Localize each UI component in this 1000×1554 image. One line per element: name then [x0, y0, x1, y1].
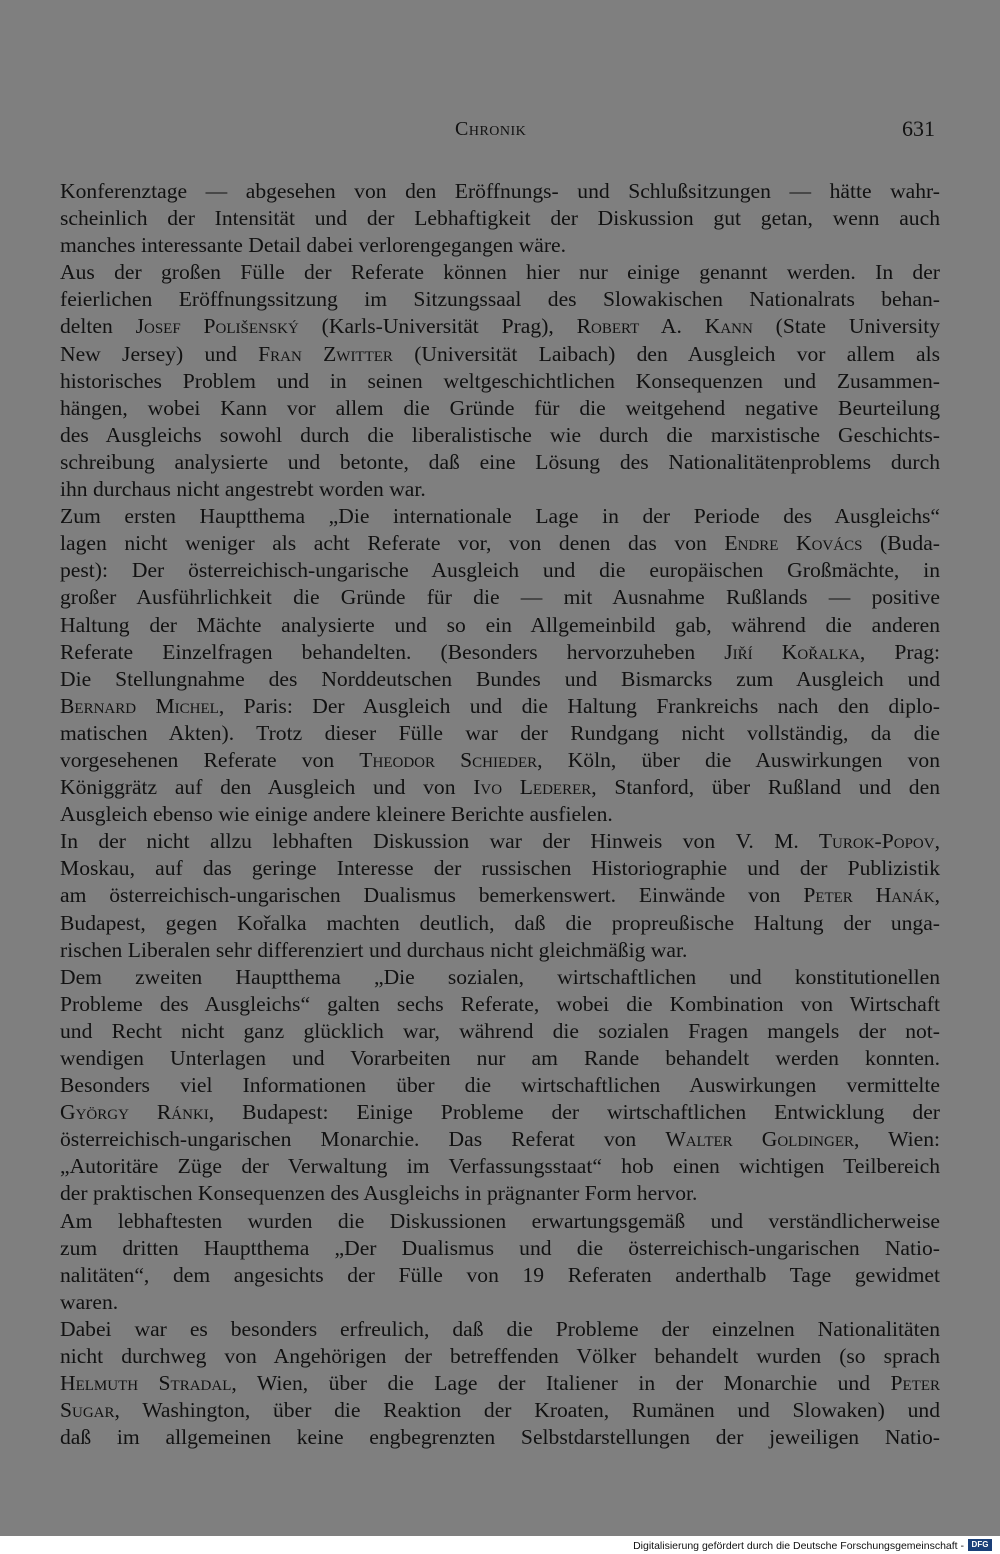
text-line	[60, 1370, 940, 1397]
text-line	[60, 720, 940, 747]
text-segment: scheinlich der Intensität und der Lebhaftigkeit der Diskussion gut getan, wenn auch	[60, 206, 940, 231]
text-line	[60, 774, 940, 801]
text-line	[60, 259, 940, 286]
text-segment: manches interessante Detail dabei verlorengegangen wäre.	[60, 233, 567, 258]
person-name: Fran Zwitter	[258, 341, 393, 366]
text-segment: (Buda-	[862, 531, 940, 556]
text-line	[60, 449, 940, 476]
person-name: Jiří Kořalka	[724, 639, 860, 664]
text-segment: Referate Einzelfragen behandelten. (Besonders hervorzuheben	[60, 639, 725, 664]
dfg-logo: DFG	[968, 1539, 992, 1551]
text-segment: ihn durchaus nicht angestrebt worden war.	[60, 477, 426, 502]
text-segment: „Autoritäre Züge der Verwaltung im Verfassungsstaat“ hob einen wichtigen Teilbereich	[60, 1154, 940, 1179]
text-line	[60, 395, 940, 422]
text-line	[60, 1180, 940, 1207]
text-line	[60, 313, 940, 340]
text-segment: Ausgleich ebenso wie einige andere kleinere Berichte ausfielen.	[60, 802, 613, 827]
text-line	[60, 341, 940, 368]
text-line	[60, 476, 940, 503]
text-line	[60, 1208, 940, 1235]
text-segment: , Paris: Der Ausgleich und die Haltung Frankreichs nach den diplo-	[218, 693, 940, 718]
text-segment: lagen nicht weniger als acht Referate vor, von denen das von	[60, 531, 725, 556]
person-name: Sugar	[60, 1398, 115, 1423]
text-line	[60, 1018, 940, 1045]
person-name: Endre Kovács	[724, 531, 863, 556]
text-line	[60, 530, 940, 557]
text-segment: matischen Akten). Trotz dieser Fülle war der Rundgang nicht vollständig, da die	[60, 720, 940, 745]
text-line	[60, 422, 940, 449]
person-name: Theodor Schieder	[359, 747, 538, 772]
text-segment: historisches Problem und in seinen weltgeschichtlichen Konsequenzen und Zusammen-	[60, 368, 940, 393]
text-line	[60, 855, 940, 882]
person-name: Ivo Lederer	[473, 775, 592, 800]
text-segment: am österreichisch-ungarischen Dualismus bemerkenswert. Einwände von	[60, 883, 804, 908]
text-line	[60, 910, 940, 937]
person-name: Helmuth Stradal	[60, 1371, 232, 1396]
text-segment: nalitäten“, dem angesichts der Fülle von 19 Referaten anderthalb Tage gewidmet	[60, 1262, 940, 1287]
text-segment: daß im allgemeinen keine engbegrenzten Selbstdarstellungen der jeweiligen Natio-	[60, 1425, 940, 1450]
text-line	[60, 1397, 940, 1424]
text-segment: (Karls-Universität Prag),	[298, 314, 577, 339]
text-line	[60, 693, 940, 720]
text-line	[60, 828, 940, 855]
text-line	[60, 882, 940, 909]
running-head: Chronik	[455, 118, 527, 140]
text-segment: großer Ausführlichkeit die Gründe für die — mit Ausnahme Rußlands — positive	[60, 585, 940, 610]
text-line	[60, 1153, 940, 1180]
text-segment: Dem zweiten Hauptthema „Die sozialen, wirtschaftlichen und konstitutionellen	[60, 964, 940, 989]
text-segment: , Köln, über die Auswirkungen von	[537, 747, 941, 772]
text-segment: rischen Liberalen sehr differenziert und durchaus nicht gleichmäßig war.	[60, 937, 688, 962]
text-segment: hängen, wobei Kann vor allem die Gründe für die weitgehend negative Beurteilung	[60, 395, 940, 420]
person-name: Peter	[890, 1371, 940, 1396]
text-segment: zum dritten Hauptthema „Der Dualismus und die österreichisch-ungarischen Natio-	[60, 1235, 940, 1260]
text-line	[60, 1235, 940, 1262]
text-line	[60, 639, 940, 666]
person-name: Walter Goldinger	[665, 1127, 854, 1152]
text-segment: Budapest, gegen Kořalka machten deutlich, daß die propreußische Haltung der unga-	[60, 910, 940, 935]
text-line	[60, 557, 940, 584]
person-name: Bernard Michel	[60, 693, 219, 718]
text-line	[60, 991, 940, 1018]
text-segment: , Wien:	[854, 1127, 940, 1152]
page-number: 631	[902, 116, 935, 141]
text-segment: Aus der großen Fülle der Referate können hier nur einige genannt werden. In der	[60, 260, 940, 285]
text-line	[60, 178, 940, 205]
text-segment: schreibung analysierte und betonte, daß eine Lösung des Nationalitätenproblems durch	[60, 449, 940, 474]
text-segment: , Prag:	[859, 639, 940, 664]
text-segment: In der nicht allzu lebhaften Diskussion war der Hinweis von	[60, 829, 736, 854]
text-segment: , Budapest: Einige Probleme der wirtschaftlichen Entwicklung der	[208, 1100, 940, 1125]
person-name: Robert A. Kann	[576, 314, 753, 339]
text-line	[60, 1072, 940, 1099]
text-segment: der praktischen Konsequenzen des Ausgleichs in prägnanter Form hervor.	[60, 1181, 698, 1206]
text-line	[60, 584, 940, 611]
text-segment: des Ausgleichs sowohl durch die liberalistische wie durch die marxistische Geschichts-	[60, 422, 940, 447]
text-segment: Dabei war es besonders erfreulich, daß die Probleme der einzelnen Nationalitäten	[60, 1316, 940, 1341]
text-segment: Konferenztage — abgesehen von den Eröffnungs- und Schlußsitzungen — hätte wahr-	[60, 179, 940, 203]
text-line	[60, 801, 940, 828]
text-segment: und Recht nicht ganz glücklich war, während die sozialen Fragen mangels der not-	[60, 1018, 940, 1043]
text-segment: Moskau, auf das geringe Interesse der russischen Historiographie und der Publizistik	[60, 856, 940, 881]
text-segment: ,	[934, 829, 940, 854]
text-segment: nicht durchweg von Angehörigen der betreffenden Völker behandelt wurden (so sprach	[60, 1344, 940, 1369]
person-name: Peter Hanák	[803, 883, 935, 908]
text-segment: (State University	[752, 314, 941, 339]
text-line	[60, 1126, 940, 1153]
text-line	[60, 937, 940, 964]
text-line	[60, 1262, 940, 1289]
text-line	[60, 612, 940, 639]
text-line	[60, 286, 940, 313]
person-name: V. M. Turok-Popov	[735, 829, 935, 854]
text-segment: österreichisch-ungarischen Monarchie. Das Referat von	[60, 1127, 666, 1152]
text-line	[60, 1424, 940, 1451]
text-segment: Am lebhaftesten wurden die Diskussionen erwartungsgemäß und verständlicherweise	[60, 1208, 940, 1233]
text-line	[60, 1316, 940, 1343]
text-line	[60, 1099, 940, 1126]
text-segment: ,	[934, 883, 940, 908]
text-line	[60, 964, 940, 991]
text-segment: New Jersey) und	[60, 341, 259, 366]
text-segment: Königgrätz auf den Ausgleich und von	[60, 775, 474, 800]
body-text	[60, 178, 940, 1451]
text-segment: Probleme des Ausgleichs“ galten sechs Referate, wobei die Kombination von Wirtschaft	[60, 991, 940, 1016]
text-line	[60, 666, 940, 693]
text-line	[60, 503, 940, 530]
text-line	[60, 368, 940, 395]
text-segment: wendigen Unterlagen und Vorarbeiten nur am Rande behandelt werden konnten.	[60, 1046, 940, 1070]
footer-credit: Digitalisierung gefördert durch die Deutsche Forschungsgemeinschaft -	[633, 1540, 964, 1552]
text-segment: , Stanford, über Rußland und den	[591, 775, 940, 800]
text-segment: feierlichen Eröffnungssitzung im Sitzungssaal des Slowakischen Nationalrats behan-	[60, 287, 940, 312]
text-line	[60, 747, 940, 774]
text-line	[60, 232, 940, 259]
text-segment: , Washington, über die Reaktion der Kroaten, Rumänen und Slowaken) und	[114, 1398, 940, 1423]
text-segment: vorgesehenen Referate von	[60, 747, 360, 772]
text-segment: Zum ersten Hauptthema „Die internationale Lage in der Periode des Ausgleichs“	[60, 504, 940, 529]
text-line	[60, 1045, 940, 1072]
text-segment: , Wien, über die Lage der Italiener in der Monarchie und	[231, 1371, 891, 1396]
person-name: Josef Polišenský	[135, 314, 299, 339]
text-segment: pest): Der österreichisch-ungarische Ausgleich und die europäischen Großmächte, in	[60, 558, 940, 583]
text-line	[60, 205, 940, 232]
text-line	[60, 1343, 940, 1370]
text-segment: delten	[60, 314, 136, 339]
text-segment: (Universität Laibach) den Ausgleich vor allem als	[392, 341, 940, 366]
text-segment: waren.	[60, 1289, 119, 1314]
text-segment: Haltung der Mächte analysierte und so ein Allgemeinbild gab, während die anderen	[60, 612, 940, 637]
text-segment: Besonders viel Informationen über die wirtschaftlichen Auswirkungen vermittelte	[60, 1073, 940, 1098]
person-name: György Ránki	[60, 1100, 209, 1125]
text-line	[60, 1289, 940, 1316]
text-segment: Die Stellungnahme des Norddeutschen Bundes und Bismarcks zum Ausgleich und	[60, 666, 940, 691]
